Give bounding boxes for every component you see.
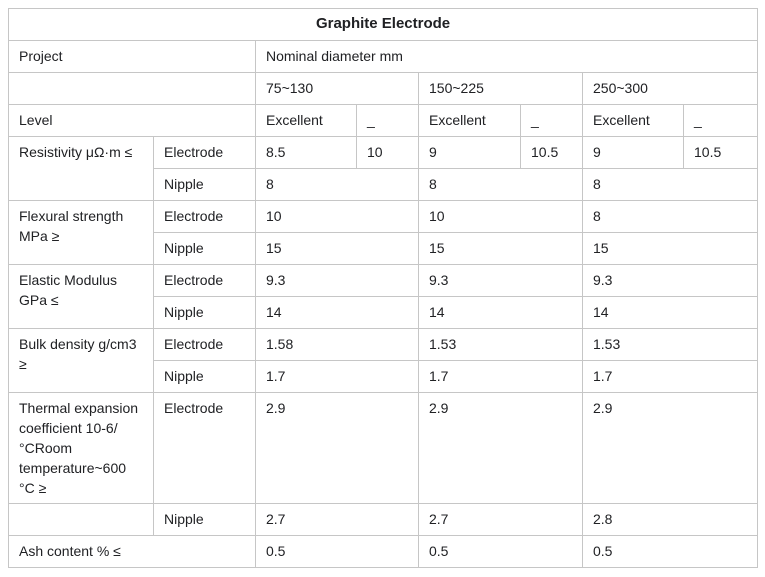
component-label-nipple: Nipple [154, 233, 256, 265]
property-name-thermal-expansion: Thermal expansion coefficient 10-6/°CRoom temperature~600 °C ≥ [9, 393, 154, 504]
row-flexural-electrode [9, 201, 758, 233]
value-cell: 8 [419, 169, 583, 201]
value-cell: 10.5 [521, 137, 583, 169]
empty-cell [9, 504, 154, 536]
row-resistivity-electrode [9, 137, 758, 169]
value-cell: 2.9 [256, 393, 419, 504]
value-cell: 0.5 [419, 536, 583, 568]
value-cell: 8 [256, 169, 419, 201]
value-cell: 2.9 [419, 393, 583, 504]
component-label-electrode: Electrode [154, 329, 256, 361]
property-name-elastic-modulus: Elastic Modulus GPa ≤ [9, 265, 154, 329]
value-cell: 10 [357, 137, 419, 169]
row-thermal-nipple [9, 504, 758, 536]
value-cell: 9.3 [419, 265, 583, 297]
component-label-electrode: Electrode [154, 137, 256, 169]
component-label-nipple: Nipple [154, 504, 256, 536]
value-cell: 14 [256, 297, 419, 329]
row-bulk-electrode [9, 329, 758, 361]
value-cell: 1.53 [583, 329, 758, 361]
property-name-resistivity: Resistivity μΩ·m ≤ [9, 137, 154, 201]
value-cell: 15 [419, 233, 583, 265]
property-name-bulk-density: Bulk density g/cm3 ≥ [9, 329, 154, 393]
level-dash-1: _ [357, 105, 419, 137]
header-row-project [9, 41, 758, 73]
value-cell: 1.7 [583, 361, 758, 393]
value-cell: 2.9 [583, 393, 758, 504]
level-dash-2: _ [521, 105, 583, 137]
value-cell: 2.7 [419, 504, 583, 536]
header-row-level [9, 105, 758, 137]
diameter-range-3: 250~300 [583, 73, 758, 105]
component-label-electrode: Electrode [154, 393, 256, 504]
property-name-flexural-strength: Flexural strength MPa ≥ [9, 201, 154, 265]
value-cell: 0.5 [256, 536, 419, 568]
value-cell: 15 [583, 233, 758, 265]
value-cell: 9 [419, 137, 521, 169]
row-thermal-electrode [9, 393, 758, 504]
value-cell: 0.5 [583, 536, 758, 568]
value-cell: 15 [256, 233, 419, 265]
project-label: Project [9, 41, 256, 73]
nominal-diameter-label: Nominal diameter mm [256, 41, 758, 73]
value-cell: 14 [419, 297, 583, 329]
row-elastic-electrode [9, 265, 758, 297]
empty-cell [9, 73, 256, 105]
value-cell: 8.5 [256, 137, 357, 169]
value-cell: 1.53 [419, 329, 583, 361]
header-row-diameters [9, 73, 758, 105]
level-excellent-1: Excellent [256, 105, 357, 137]
value-cell: 10 [419, 201, 583, 233]
value-cell: 14 [583, 297, 758, 329]
level-label: Level [9, 105, 256, 137]
value-cell: 9.3 [256, 265, 419, 297]
title-row [9, 9, 758, 41]
value-cell: 9.3 [583, 265, 758, 297]
value-cell: 1.7 [419, 361, 583, 393]
level-excellent-2: Excellent [419, 105, 521, 137]
component-label-nipple: Nipple [154, 297, 256, 329]
level-dash-3: _ [684, 105, 758, 137]
component-label-electrode: Electrode [154, 265, 256, 297]
value-cell: 2.8 [583, 504, 758, 536]
value-cell: 8 [583, 201, 758, 233]
diameter-range-2: 150~225 [419, 73, 583, 105]
component-label-nipple: Nipple [154, 169, 256, 201]
level-excellent-3: Excellent [583, 105, 684, 137]
property-name-ash-content: Ash content % ≤ [9, 536, 256, 568]
value-cell: 10.5 [684, 137, 758, 169]
component-label-electrode: Electrode [154, 201, 256, 233]
spec-table [8, 8, 758, 568]
value-cell: 1.58 [256, 329, 419, 361]
value-cell: 1.7 [256, 361, 419, 393]
value-cell: 8 [583, 169, 758, 201]
value-cell: 2.7 [256, 504, 419, 536]
value-cell: 10 [256, 201, 419, 233]
value-cell: 9 [583, 137, 684, 169]
component-label-nipple: Nipple [154, 361, 256, 393]
row-ash-content [9, 536, 758, 568]
table-title: Graphite Electrode [9, 9, 758, 41]
diameter-range-1: 75~130 [256, 73, 419, 105]
